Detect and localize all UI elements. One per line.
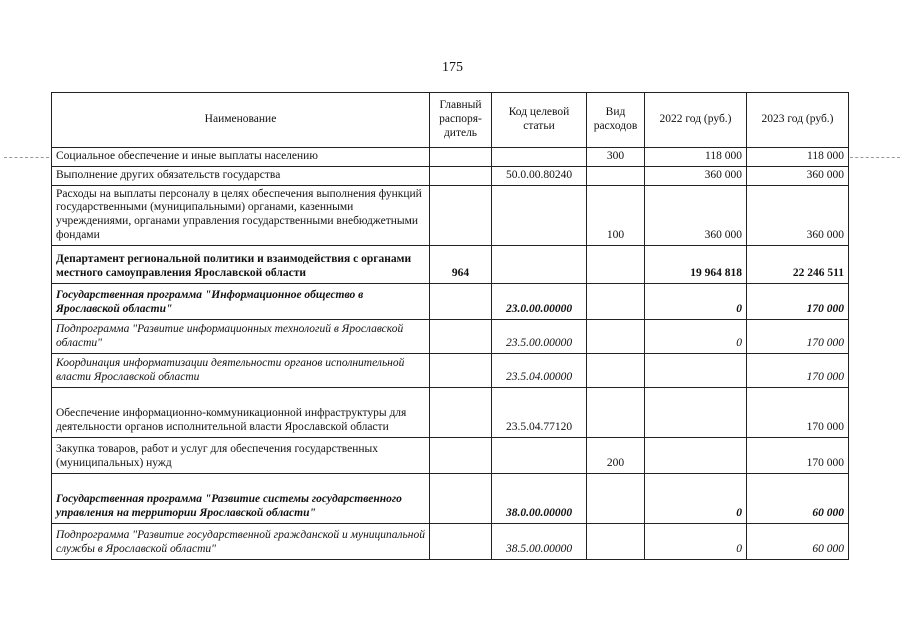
cell-2023: 60 000 — [747, 473, 849, 523]
cell-kind: 300 — [587, 148, 645, 167]
cell-2023: 118 000 — [747, 148, 849, 167]
table-row — [52, 523, 849, 559]
page-number: 175 — [442, 60, 463, 75]
cell-manager — [430, 353, 492, 387]
table-row — [52, 437, 849, 473]
table-row — [52, 166, 849, 185]
header-code: Код целевой статьи — [492, 93, 587, 148]
cell-2022 — [645, 387, 747, 437]
cell-code: 23.0.00.00000 — [492, 283, 587, 319]
cell-name: Расходы на выплаты персоналу в целях обеспечения выполнения функций государственными (муниципальными) органами, казенными учреждениями, органами управления государственными внебюджетными фондами — [52, 185, 430, 245]
cell-name: Подпрограмма "Развитие информационных технологий в Ярославской области" — [52, 319, 430, 353]
cell-name: Департамент региональной политики и взаимодействия с органами местного самоуправления Ярославской области — [52, 245, 430, 283]
cell-kind — [587, 473, 645, 523]
cell-manager — [430, 283, 492, 319]
cell-2022: 0 — [645, 473, 747, 523]
table-row — [52, 245, 849, 283]
cell-code: 50.0.00.80240 — [492, 166, 587, 185]
cell-manager — [430, 148, 492, 167]
cell-name: Государственная программа "Развитие системы государственного управления на территории Ярославской области" — [52, 473, 430, 523]
header-name: Наименование — [52, 93, 430, 148]
cell-kind — [587, 283, 645, 319]
cell-name: Обеспечение информационно-коммуникационной инфраструктуры для деятельности органов исполнительной власти Ярославской области — [52, 387, 430, 437]
cell-2023: 170 000 — [747, 319, 849, 353]
table-row — [52, 353, 849, 387]
cell-2022 — [645, 353, 747, 387]
cell-manager — [430, 319, 492, 353]
cell-2023: 60 000 — [747, 523, 849, 559]
scan-line-right — [850, 157, 900, 158]
cell-manager — [430, 387, 492, 437]
cell-2022: 118 000 — [645, 148, 747, 167]
table-row — [52, 473, 849, 523]
table-header-row — [52, 93, 849, 148]
cell-2022: 0 — [645, 319, 747, 353]
cell-manager — [430, 185, 492, 245]
cell-code: 23.5.00.00000 — [492, 319, 587, 353]
cell-kind — [587, 319, 645, 353]
cell-code: 38.5.00.00000 — [492, 523, 587, 559]
cell-manager: 964 — [430, 245, 492, 283]
cell-kind — [587, 523, 645, 559]
cell-kind — [587, 245, 645, 283]
cell-code — [492, 185, 587, 245]
table-row — [52, 387, 849, 437]
cell-2022 — [645, 437, 747, 473]
cell-2022: 360 000 — [645, 166, 747, 185]
cell-name: Выполнение других обязательств государства — [52, 166, 430, 185]
header-2022: 2022 год (руб.) — [645, 93, 747, 148]
cell-2023: 360 000 — [747, 185, 849, 245]
cell-2022: 0 — [645, 523, 747, 559]
cell-kind — [587, 387, 645, 437]
cell-code — [492, 148, 587, 167]
cell-kind: 100 — [587, 185, 645, 245]
table-row — [52, 185, 849, 245]
cell-manager — [430, 473, 492, 523]
cell-kind — [587, 353, 645, 387]
cell-2023: 170 000 — [747, 283, 849, 319]
cell-code — [492, 245, 587, 283]
cell-2023: 170 000 — [747, 437, 849, 473]
header-2023: 2023 год (руб.) — [747, 93, 849, 148]
cell-2022: 0 — [645, 283, 747, 319]
cell-2022: 360 000 — [645, 185, 747, 245]
header-kind: Вид расходов — [587, 93, 645, 148]
cell-name: Координация информатизации деятельности органов исполнительной власти Ярославской области — [52, 353, 430, 387]
table-body — [52, 148, 849, 560]
cell-2023: 170 000 — [747, 353, 849, 387]
cell-2023: 360 000 — [747, 166, 849, 185]
table-row — [52, 283, 849, 319]
cell-manager — [430, 437, 492, 473]
budget-table — [51, 92, 849, 560]
cell-name: Государственная программа "Информационное общество в Ярославской области" — [52, 283, 430, 319]
cell-code: 38.0.00.00000 — [492, 473, 587, 523]
cell-name: Подпрограмма "Развитие государственной гражданской и муниципальной службы в Ярославской области" — [52, 523, 430, 559]
cell-kind — [587, 166, 645, 185]
scan-line-left — [4, 157, 49, 158]
cell-kind: 200 — [587, 437, 645, 473]
cell-name: Закупка товаров, работ и услуг для обеспечения государственных (муниципальных) нужд — [52, 437, 430, 473]
cell-code: 23.5.04.77120 — [492, 387, 587, 437]
table-row — [52, 148, 849, 167]
cell-manager — [430, 523, 492, 559]
cell-code — [492, 437, 587, 473]
cell-name: Социальное обеспечение и иные выплаты населению — [52, 148, 430, 167]
cell-2023: 170 000 — [747, 387, 849, 437]
cell-2022: 19 964 818 — [645, 245, 747, 283]
cell-2023: 22 246 511 — [747, 245, 849, 283]
header-manager: Главный распоря-дитель — [430, 93, 492, 148]
cell-code: 23.5.04.00000 — [492, 353, 587, 387]
cell-manager — [430, 166, 492, 185]
table-row — [52, 319, 849, 353]
